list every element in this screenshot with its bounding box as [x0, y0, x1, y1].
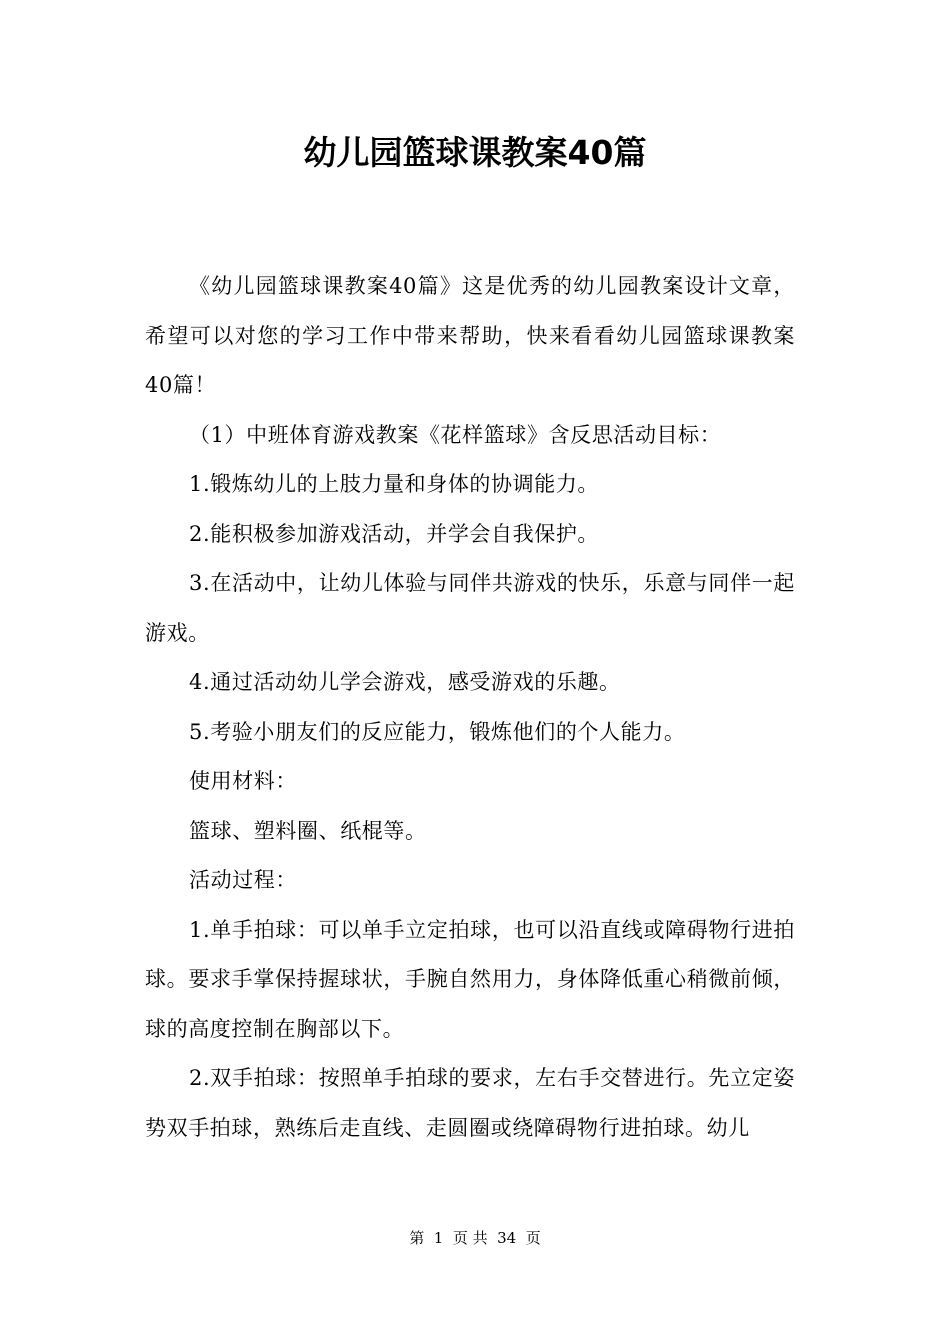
paragraph-goal-5: 5.考验小朋友们的反应能力，锻炼他们的个人能力。	[189, 719, 686, 744]
paragraph-goal-3: 3.在活动中，让幼儿体验与同伴共游戏的快乐，乐意与同伴一起游戏。	[145, 571, 795, 645]
document-body	[145, 262, 795, 1153]
paragraph-goal-4: 4.通过活动幼儿学会游戏，感受游戏的乐趣。	[189, 670, 621, 694]
paragraph-step-1: 1.单手拍球：可以单手立定拍球，也可以沿直线或障碍物行进拍球。要求手掌保持握球状，手腕自然用力，身体降低重心稍微前倾，球的高度控制在胸部以下。	[145, 917, 795, 1041]
paragraph-materials-label: 使用材料：	[189, 769, 297, 793]
paragraph-materials: 篮球、塑料圈、纸棍等。	[189, 818, 427, 843]
page-title: 幼儿园篮球课教案40篇	[303, 133, 647, 172]
paragraph-goal-1: 1.锻炼幼儿的上肢力量和身体的协调能力。	[189, 472, 600, 496]
paragraph-section-heading: （1）中班体育游戏教案《花样篮球》含反思活动目标：	[189, 422, 722, 447]
paragraph-process-label: 活动过程：	[189, 868, 297, 892]
paragraph-step-2: 2.双手拍球：按照单手拍球的要求，左右手交替进行。先立定姿势双手拍球，熟练后走直线、走圆圈或绕障碍物行进拍球。幼儿	[145, 1066, 795, 1140]
paragraph-goal-2: 2.能积极参加游戏活动，并学会自我保护。	[189, 521, 600, 546]
page-number-footer: 第 1 页 共 34 页	[409, 1229, 541, 1247]
paragraph-intro: 《幼儿园篮球课教案40篇》这是优秀的幼儿园教案设计文章，希望可以对您的学习工作中带来帮助，快来看看幼儿园篮球课教案40篇！	[145, 274, 795, 397]
